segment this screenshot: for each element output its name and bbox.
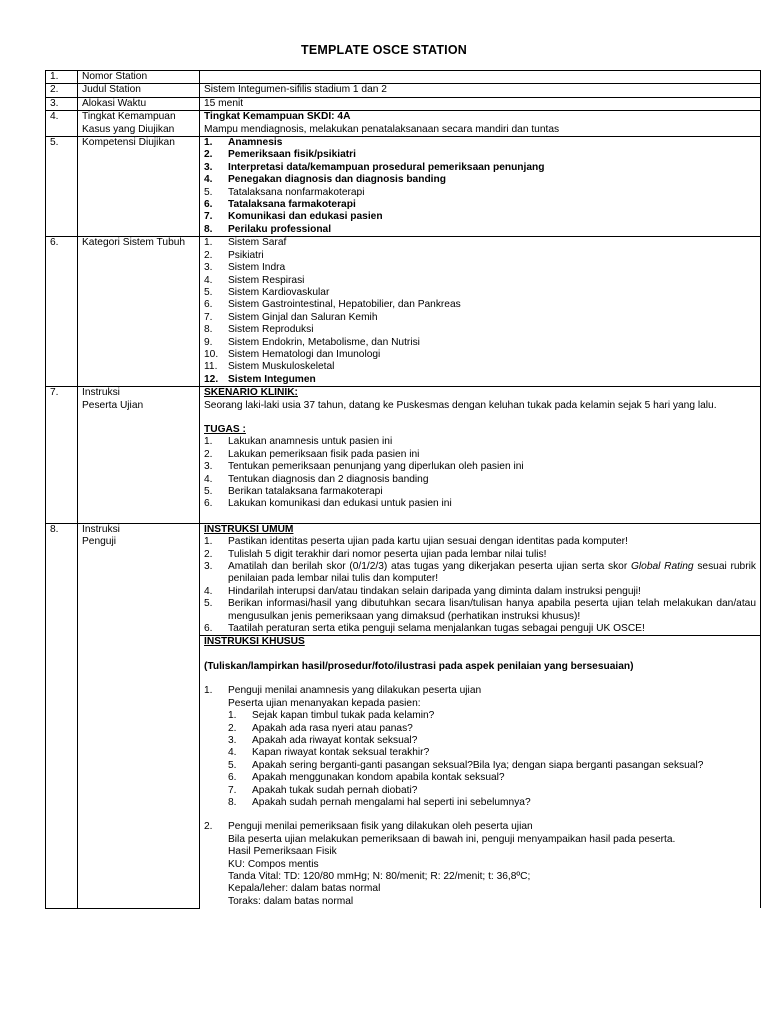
list-item: 3. Tentukan pemeriksaan penunjang yang diperlukan oleh pasien ini xyxy=(204,461,524,473)
row-label-line: Peserta Ujian xyxy=(82,399,144,411)
row-number: 2. xyxy=(46,84,78,97)
page-title: TEMPLATE OSCE STATION xyxy=(300,43,467,57)
row-value xyxy=(200,387,761,524)
list-item: 3. Amatilah dan berilah skor (0/1/2/3) atas tugas yang dikerjakan peserta ujian serta skor Global Rating sesuai rubrik penilaian pada lembar nilai tulis dan komputer! xyxy=(204,561,756,585)
list-item: 1. Sistem Saraf xyxy=(204,237,287,249)
list-item: 6. Taatilah peraturan serta etika penguji selama menjalankan tugas sebagai penguji UK OSCE! xyxy=(204,623,645,635)
list-item: 7. Apakah tukak sudah pernah diobati? xyxy=(228,784,418,796)
table-row xyxy=(46,97,761,110)
row-number: 5. xyxy=(46,137,78,237)
table-row xyxy=(46,137,761,237)
list-item: 9. Sistem Endokrin, Metabolisme, dan Nutrisi xyxy=(204,336,420,348)
list-item: 1. Penguji menilai anamnesis yang dilakukan peserta ujian Peserta ujian menanyakan kepada pasien: 1. Sejak kapan timbul tukak pada kelamin? 2. Apakah ada rasa nyeri atau panas? 3. Apakah ada riwayat kontak seksual? 4. Kapan riwayat kontak seksual terakhir? 5. Apakah sering berganti-ganti pasangan seksual?Bila Iya; dengan siapa berganti pasangan seksual? 6. Apakah menggunakan kondom apabila kontak seksual? 7. Apakah tukak sudah pernah diobati? 8. Apakah sudah pernah mengalami hal seperti ini sebelumnya? xyxy=(204,685,756,809)
list-item: 4. Penegakan diagnosis dan diagnosis banding xyxy=(204,174,446,186)
row-value xyxy=(200,523,761,636)
list-item: 8. Apakah sudah pernah mengalami hal seperti ini sebelumnya? xyxy=(228,796,531,808)
row-value xyxy=(200,237,761,387)
list-item: 5. Sistem Kardiovaskular xyxy=(204,286,330,298)
scenario-text: Seorang laki-laki usia 37 tahun, datang ke Puskesmas dengan keluhan tukak pada kelamin sejak 5 hari yang lalu. xyxy=(204,399,717,411)
exam-result-line: Kepala/leher: dalam batas normal xyxy=(228,883,381,895)
competency-list xyxy=(204,137,756,236)
row-label: Nomor Station xyxy=(78,71,200,84)
table-row xyxy=(46,523,761,636)
osce-table xyxy=(45,70,761,909)
list-item: 5. Berikan tatalaksana farmakoterapi xyxy=(204,486,383,497)
table-row xyxy=(46,111,761,137)
row-value: 15 menit xyxy=(200,97,761,110)
row-value xyxy=(200,71,761,84)
list-item: 6. Tatalaksana farmakoterapi xyxy=(204,199,356,211)
list-item: 2. Lakukan pemeriksaan fisik pada pasien ini xyxy=(204,448,420,460)
list-item: 8. Sistem Reproduksi xyxy=(204,324,314,336)
row-label: Kompetensi Diujikan xyxy=(78,137,200,237)
anamnesis-question-list xyxy=(228,710,756,809)
row-label: Alokasi Waktu xyxy=(78,97,200,110)
physical-exam-results xyxy=(228,834,756,908)
row-label xyxy=(78,387,200,524)
table-row xyxy=(46,71,761,84)
row-number: 3. xyxy=(46,97,78,110)
general-instruction-list xyxy=(204,536,756,635)
skdi-level: Tingkat Kemampuan SKDI: 4A xyxy=(204,111,351,123)
general-instruction-heading: INSTRUKSI UMUM xyxy=(204,523,294,535)
list-item: 5. Tatalaksana nonfarmakoterapi xyxy=(204,186,365,198)
row-value: Sistem Integumen-sifilis stadium 1 dan 2 xyxy=(200,84,761,97)
table-row xyxy=(46,387,761,524)
list-item: 2. Apakah ada rasa nyeri atau panas? xyxy=(228,722,413,734)
exam-result-line: Toraks: dalam batas normal xyxy=(228,895,354,907)
row-label-line: Penguji xyxy=(82,536,116,548)
list-item: 10. Sistem Hematologi dan Imunologi xyxy=(204,348,381,360)
list-item: 1. Sejak kapan timbul tukak pada kelamin? xyxy=(228,710,435,722)
row-number: 1. xyxy=(46,71,78,84)
list-item: 8. Perilaku professional xyxy=(204,223,332,235)
row-label: Kategori Sistem Tubuh xyxy=(78,237,200,387)
body-system-list xyxy=(204,237,756,386)
row-value xyxy=(200,137,761,237)
row-number: 8. xyxy=(46,523,78,908)
list-item: 6. Sistem Gastrointestinal, Hepatobilier, dan Pankreas xyxy=(204,299,461,311)
row-number: 7. xyxy=(46,387,78,524)
list-item: 5. Berikan informasi/hasil yang dibutuhkan secara lisan/tulisan hanya apabila peserta ujian telah melakukan dan/atau mengusulkan jenis pemeriksaan yang dimaksud (perhatikan instruksi khusus)! xyxy=(204,598,756,622)
list-item: 2. Psikiatri xyxy=(204,249,264,261)
list-item: 1. Anamnesis xyxy=(204,137,283,149)
list-item: 1. Lakukan anamnesis untuk pasien ini xyxy=(204,436,393,448)
table-row xyxy=(46,84,761,97)
list-item: 6. Apakah menggunakan kondom apabila kontak seksual? xyxy=(228,772,505,784)
skdi-description: Mampu mendiagnosis, melakukan penatalaksanaan secara mandiri dan tuntas xyxy=(204,123,560,135)
row-value xyxy=(200,636,761,908)
task-heading: TUGAS : xyxy=(204,423,246,435)
list-item: 2. Penguji menilai pemeriksaan fisik yang dilakukan oleh peserta ujian Bila peserta ujian melakukan pemeriksaan di bawah ini, penguji menyampaikan hasil pada peserta. Hasil Pemeriksaan Fisik KU: Compos mentis Tanda Vital: TD: 120/80 mmHg; N: 80/menit; R: 22/menit; t: 36,8ºC; Kepala/leher: dalam batas normal Toraks: dalam batas normal xyxy=(204,821,756,908)
row-value xyxy=(200,111,761,137)
list-item: 1. Pastikan identitas peserta ujian pada kartu ujian sesuai dengan identitas pada komputer! xyxy=(204,536,628,548)
list-item: 6. Lakukan komunikasi dan edukasi untuk pasien ini xyxy=(204,498,452,510)
row-label xyxy=(78,523,200,908)
list-item: 4. Hindarilah interupsi dan/atau tindakan selain daripada yang diminta dalam instruksi penguji! xyxy=(204,585,641,597)
list-item: 4. Kapan riwayat kontak seksual terakhir? xyxy=(228,747,430,759)
exam-result-line: Hasil Pemeriksaan Fisik xyxy=(228,846,337,858)
list-item: 3. Sistem Indra xyxy=(204,262,286,274)
row-label: Judul Station xyxy=(78,84,200,97)
list-item: 2. Tulislah 5 digit terakhir dari nomor peserta ujian pada lembar nilai tulis! xyxy=(204,548,547,560)
row-label-line: Instruksi xyxy=(82,387,120,399)
row-label: Tingkat Kemampuan Kasus yang Diujikan xyxy=(78,111,200,137)
list-item: 5. Apakah sering berganti-ganti pasangan seksual?Bila Iya; dengan siapa berganti pasangan seksual? xyxy=(228,759,704,771)
list-item: 4. Tentukan diagnosis dan 2 diagnosis banding xyxy=(204,473,429,485)
list-item: 3. Apakah ada riwayat kontak seksual? xyxy=(228,734,418,746)
exam-result-line: Tanda Vital: TD: 120/80 mmHg; N: 80/menit; R: 22/menit; t: 36,8ºC; xyxy=(228,870,531,882)
task-list xyxy=(204,436,756,510)
list-item: 12. Sistem Integumen xyxy=(204,373,316,385)
list-item: 3. Interpretasi data/kemampuan prosedural pemeriksaan penunjang xyxy=(204,161,545,173)
table-row xyxy=(46,237,761,387)
scenario-heading: SKENARIO KLINIK: xyxy=(204,387,298,399)
list-item: 2. Pemeriksaan fisik/psikiatri xyxy=(204,149,356,161)
list-item: 7. Komunikasi dan edukasi pasien xyxy=(204,211,383,223)
list-item: 7. Sistem Ginjal dan Saluran Kemih xyxy=(204,311,378,323)
exam-result-line: KU: Compos mentis xyxy=(228,858,319,870)
row-label-line: Instruksi xyxy=(82,523,120,535)
list-item: 11. Sistem Muskuloskeletal xyxy=(204,361,335,373)
assessment-list xyxy=(204,685,756,908)
special-instruction-note: (Tuliskan/lampirkan hasil/prosedur/foto/ilustrasi pada aspek penilaian yang bersesuaian) xyxy=(204,660,634,672)
row-number: 6. xyxy=(46,237,78,387)
exam-result-line: Bila peserta ujian melakukan pemeriksaan di bawah ini, penguji menyampaikan hasil pada peserta. xyxy=(228,833,676,845)
row-number: 4. xyxy=(46,111,78,137)
special-instruction-heading: INSTRUKSI KHUSUS xyxy=(204,636,305,648)
list-item: 4. Sistem Respirasi xyxy=(204,274,305,286)
